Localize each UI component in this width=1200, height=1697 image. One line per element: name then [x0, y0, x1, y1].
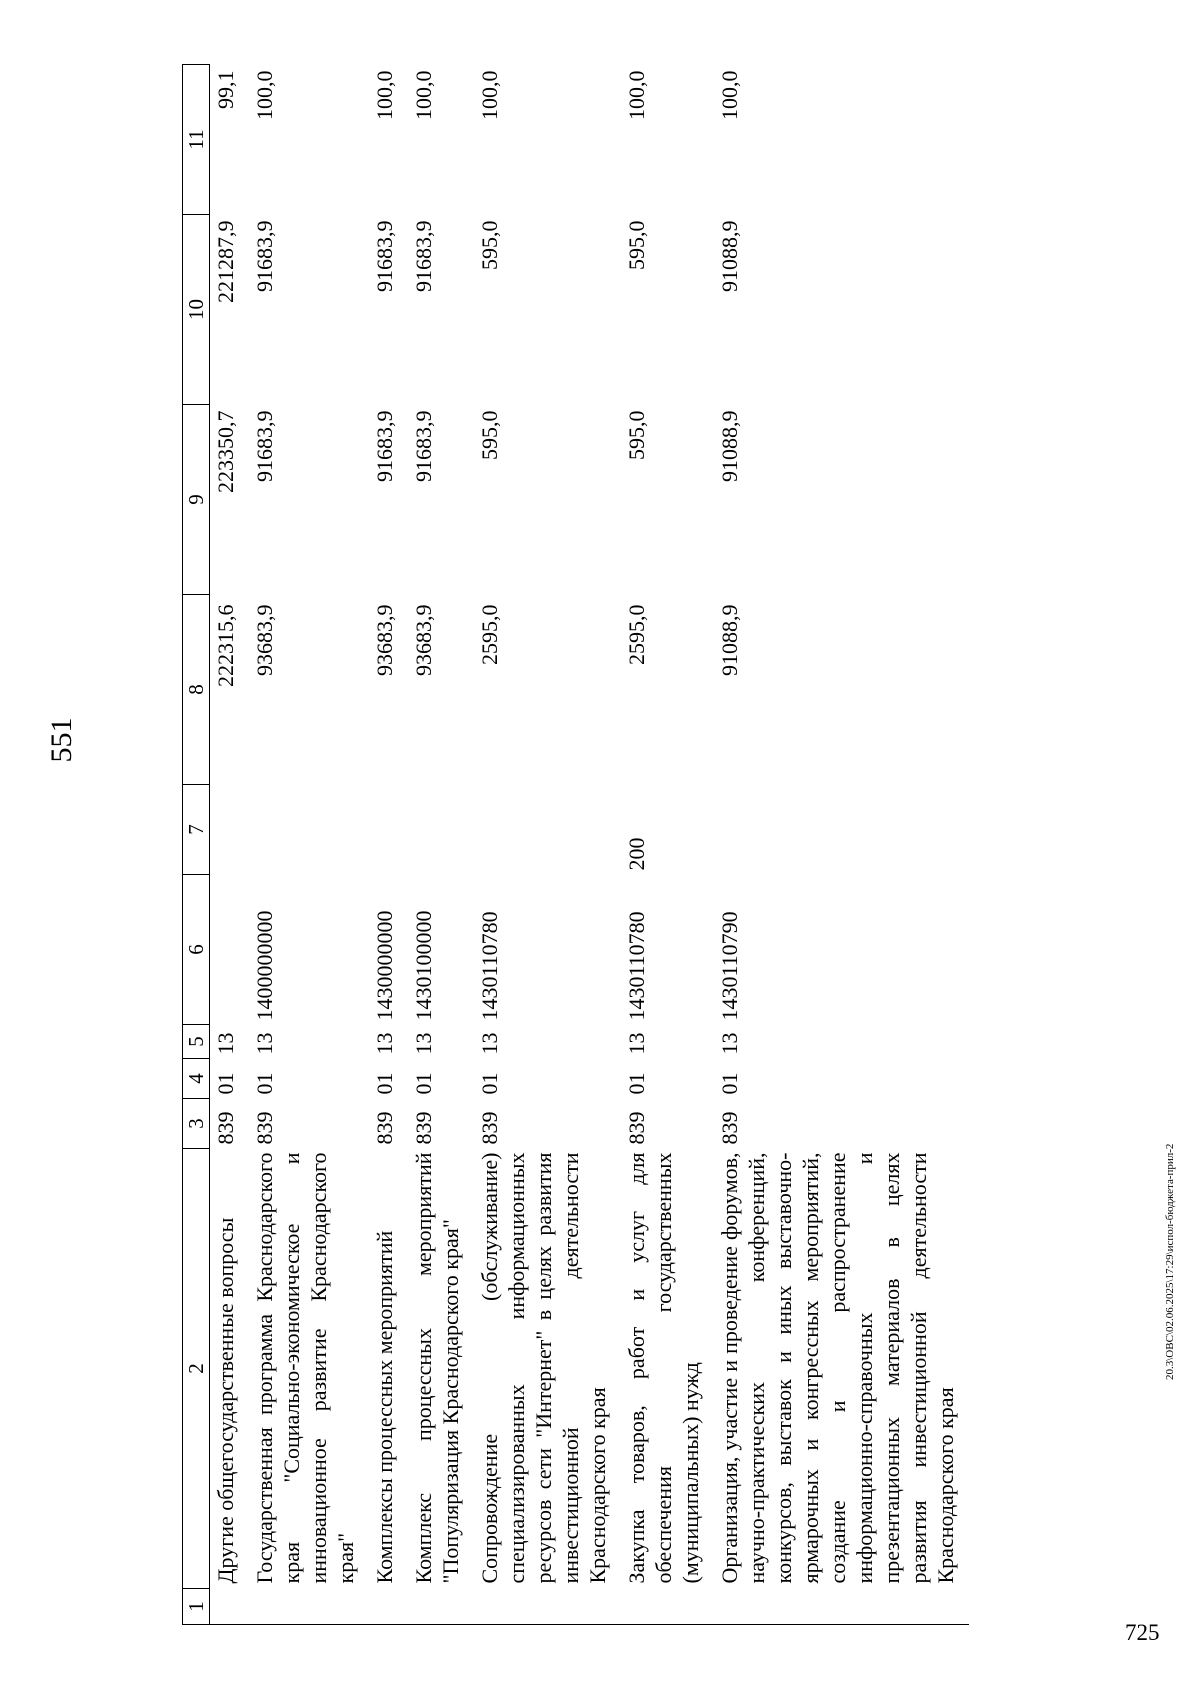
percent-col-11: 100,0 [717, 70, 742, 120]
table-row [369, 65, 408, 1625]
amount-col-8: 91088,9 [717, 604, 742, 676]
amount-col-9: 91088,9 [717, 410, 742, 482]
row-index-cell [408, 1589, 474, 1625]
row-index-cell [249, 1589, 369, 1625]
percent-col-11: 100,0 [252, 70, 277, 120]
row-index-cell [210, 1589, 250, 1625]
target-article-code: 1430110790 [717, 911, 742, 1021]
amount-col-9: 91683,9 [372, 410, 397, 482]
table-row [249, 65, 369, 1625]
header-col-3: 3 [183, 1099, 210, 1149]
ministry-code: 839 [624, 1111, 649, 1145]
row-name: Комплексы процессных мероприятий [372, 1230, 397, 1584]
table-row [210, 65, 250, 1625]
amount-col-10: 91683,9 [372, 220, 397, 292]
expense-type-code [408, 785, 474, 875]
expense-type-code [369, 785, 408, 875]
amount-col-8: 222315,6 [213, 604, 238, 687]
table-row [714, 65, 969, 1625]
row-index-cell [714, 1589, 969, 1625]
header-col-5: 5 [183, 1025, 210, 1059]
ministry-code: 839 [372, 1111, 397, 1145]
section-code: 01 [213, 1072, 238, 1095]
row-index-cell [621, 1589, 714, 1625]
ministry-code: 839 [477, 1111, 502, 1145]
subsection-code: 13 [252, 1032, 277, 1055]
page-number-bottom: 725 [1125, 1620, 1160, 1645]
percent-col-11: 100,0 [477, 70, 502, 120]
table-row [408, 65, 474, 1625]
subsection-code: 13 [213, 1032, 238, 1055]
header-col-2: 2 [183, 1149, 210, 1589]
percent-col-11: 99,1 [213, 70, 238, 109]
amount-col-10: 91088,9 [717, 220, 742, 292]
amount-col-8: 2595,0 [624, 604, 649, 665]
amount-col-10: 91683,9 [252, 220, 277, 292]
row-index-cell [474, 1589, 621, 1625]
ministry-code: 839 [411, 1111, 436, 1145]
amount-col-9: 223350,7 [213, 410, 238, 493]
row-name: Сопровождение (обслуживание) специализированных информационных ресурсов сети "Интернет" в целях развития инвестиционной деятельности Краснодарского края [477, 1152, 610, 1584]
amount-col-8: 93683,9 [372, 604, 397, 676]
section-code: 01 [372, 1072, 397, 1095]
subsection-code: 13 [624, 1032, 649, 1055]
table-row [474, 65, 621, 1625]
header-col-1: 1 [183, 1589, 210, 1625]
header-col-6: 6 [183, 875, 210, 1025]
percent-col-11: 100,0 [372, 70, 397, 120]
row-index-cell [369, 1589, 408, 1625]
ministry-code: 839 [213, 1111, 238, 1145]
target-article-code: 1400000000 [252, 910, 277, 1021]
amount-col-9: 595,0 [624, 410, 649, 460]
header-col-9: 9 [183, 405, 210, 595]
percent-col-11: 100,0 [411, 70, 436, 120]
section-code: 01 [252, 1072, 277, 1095]
page-number-top: 551 [45, 717, 78, 763]
amount-col-10: 221287,9 [213, 220, 238, 303]
amount-col-8: 93683,9 [252, 604, 277, 676]
amount-col-9: 595,0 [477, 410, 502, 460]
expense-type-code [474, 785, 621, 875]
target-article-code: 1430110780 [477, 911, 502, 1021]
target-article-code: 1430100000 [411, 910, 436, 1021]
amount-col-8: 2595,0 [477, 604, 502, 665]
amount-col-9: 91683,9 [411, 410, 436, 482]
header-col-10: 10 [183, 215, 210, 405]
subsection-code: 13 [717, 1032, 742, 1055]
ministry-code: 839 [717, 1111, 742, 1145]
target-article-code: 1430000000 [372, 910, 397, 1021]
column-number-header [183, 65, 210, 1625]
row-name: Другие общегосударственные вопросы [213, 1217, 238, 1584]
amount-col-8: 93683,9 [411, 604, 436, 676]
header-col-4: 4 [183, 1059, 210, 1099]
header-col-7: 7 [183, 785, 210, 875]
target-article-code [210, 875, 250, 1025]
ministry-code: 839 [252, 1111, 277, 1145]
budget-table [182, 64, 969, 1625]
document-stamp: 20.3\ОВС\02.06.2025\17:29\испол-бюджета-прил-2 [1164, 1143, 1176, 1380]
subsection-code: 13 [477, 1032, 502, 1055]
subsection-code: 13 [372, 1032, 397, 1055]
expense-type-code [210, 785, 250, 875]
row-name: Государственная программа Краснодарского края "Социально-экономическое и инновационное развитие Краснодарского края" [252, 1152, 358, 1584]
amount-col-9: 91683,9 [252, 410, 277, 482]
section-code: 01 [624, 1072, 649, 1095]
row-name: Организация, участие и проведение форумов, научно-практических конференций, конкурсов, выставок и иных выставочно-ярмарочных и конгрессных мероприятий, создание и распространение информационно-справочных и презентационных материалов в целях развития инвестиционной деятельности Краснодарского края [717, 1152, 958, 1584]
budget-table-rotated [182, 65, 958, 1625]
section-code: 01 [411, 1072, 436, 1095]
expense-type-code [714, 785, 969, 875]
target-article-code: 1430110780 [624, 911, 649, 1021]
section-code: 01 [717, 1072, 742, 1095]
subsection-code: 13 [411, 1032, 436, 1055]
section-code: 01 [477, 1072, 502, 1095]
amount-col-10: 595,0 [624, 220, 649, 270]
percent-col-11: 100,0 [624, 70, 649, 120]
table-row [621, 65, 714, 1625]
header-col-11: 11 [183, 65, 210, 215]
amount-col-10: 595,0 [477, 220, 502, 270]
expense-type-code: 200 [624, 837, 649, 871]
row-name: Комплекс процессных мероприятий "Популяризация Краснодарского края" [411, 1152, 463, 1584]
expense-type-code [249, 785, 369, 875]
amount-col-10: 91683,9 [411, 220, 436, 292]
row-name: Закупка товаров, работ и услуг для обеспечения государственных (муниципальных) нужд [624, 1152, 703, 1584]
header-col-8: 8 [183, 595, 210, 785]
